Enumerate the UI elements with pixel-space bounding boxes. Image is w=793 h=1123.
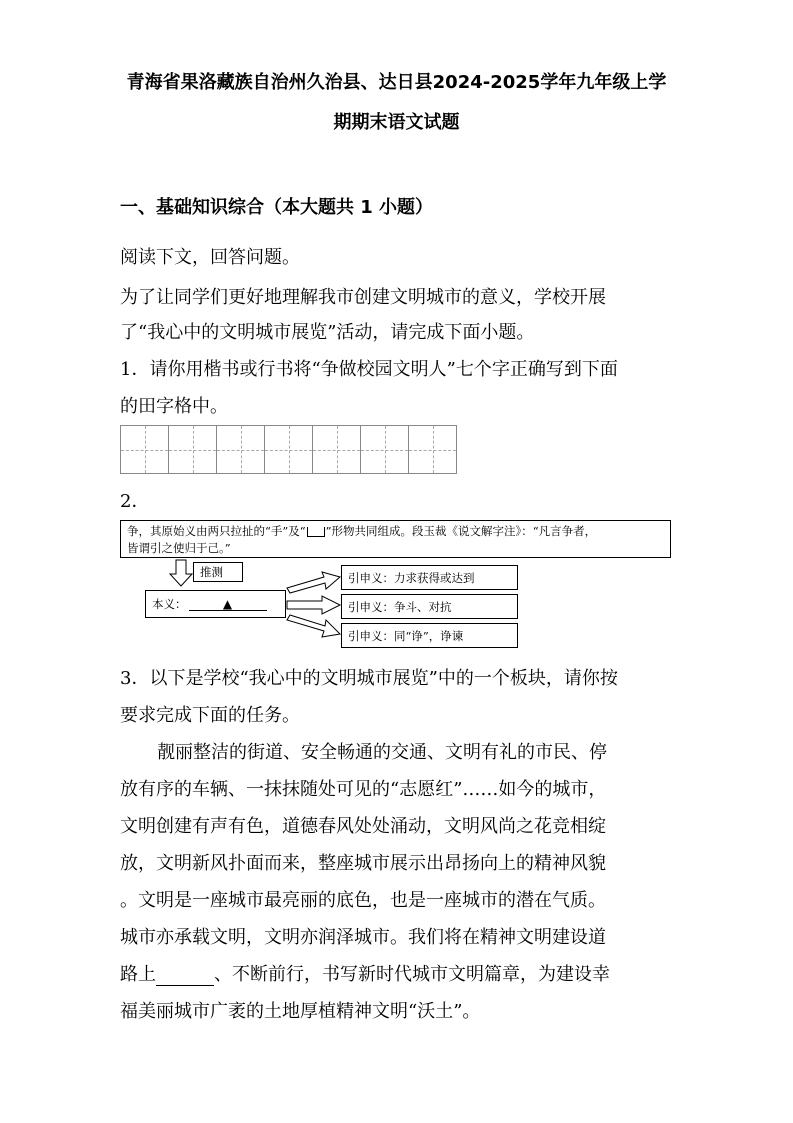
document-title-line2: 期期末语文试题 [333, 112, 460, 133]
arrow-to-extended-1 [287, 572, 340, 593]
quote-text-part1: 争，其原始义由两只拉扯的“手”及“ [127, 524, 306, 538]
question-3-line-1: 3．以下是学校“我心中的文明城市展览”中的一个板块，请你按 [120, 668, 618, 689]
extended-meaning-box-3 [341, 623, 518, 648]
base-meaning-label: 本义： [152, 597, 187, 611]
passage-line-6: 城市亦承载文明，文明亦润泽城市。我们将在精神文明建设道 [120, 927, 606, 948]
document-title-line1: 青海省果洛藏族自治州久治县、达日县2024-2025学年九年级上学 [126, 72, 667, 93]
section-heading: 一、基础知识综合（本大题共 1 小题） [120, 197, 434, 218]
base-meaning-box [145, 590, 286, 618]
intro-line-1: 阅读下文，回答问题。 [120, 247, 300, 268]
triangle-marker-icon: ▲ [222, 596, 233, 611]
infer-label-box [193, 562, 243, 582]
extended-meaning-box-1 [341, 565, 518, 590]
question-3-line-2: 要求完成下面的任务。 [120, 705, 300, 726]
question-1-line-2: 的田字格中。 [120, 396, 228, 417]
infer-label: 推测 [200, 565, 223, 579]
intro-line-2: 为了让同学们更好地理解我市创建文明城市的意义，学校开展 [120, 287, 606, 308]
base-meaning-blank[interactable] [189, 598, 267, 611]
quote-text-line2: 皆谓引之使归于己。” [127, 541, 231, 555]
down-arrow-icon [170, 560, 192, 586]
passage-line-7-end: 、不断前行，书写新时代城市文明篇章，为建设幸 [214, 964, 610, 985]
question-2-number: 2． [120, 491, 150, 512]
arrow-to-extended-3 [287, 615, 340, 637]
passage-line-8: 福美丽城市广袤的土地厚植精神文明“沃土”。 [120, 1001, 481, 1022]
extended-meaning-3: 引申义：同“诤”，诤谏 [348, 628, 464, 643]
quote-text-part2: ”形物共同组成。段玉裁《说文解字注》：“凡言争者， [325, 524, 597, 538]
question-1-line-1: 1．请你用楷书或行书将“争做校园文明人”七个字正确写到下面 [120, 359, 618, 380]
intro-line-3: 了“我心中的文明城市展览”活动，请完成下面小题。 [120, 322, 535, 343]
fill-in-blank[interactable] [156, 967, 214, 986]
passage-line-3: 文明创建有声有色，道德春风处处涌动，文明风尚之花竞相绽 [120, 816, 606, 837]
passage-line-7 [120, 960, 610, 986]
extended-meaning-box-2 [341, 594, 518, 619]
passage-line-4: 放，文明新风扑面而来，整座城市展示出昂扬向上的精神风貌 [120, 853, 606, 874]
passage-line-2: 放有序的车辆、一抹抹随处可见的“志愿红”……如今的城市， [120, 779, 607, 800]
passage-line-5: 。文明是一座城市最亮丽的底色，也是一座城市的潜在气质。 [120, 890, 606, 911]
passage-line-1: 靓丽整洁的街道、安全畅通的交通、文明有礼的市民、停 [157, 742, 607, 763]
arrow-to-extended-2 [287, 596, 340, 614]
extended-meaning-2: 引申义：争斗、对抗 [348, 599, 452, 614]
passage-line-7-start: 路上 [120, 964, 156, 985]
extended-meaning-1: 引申义：力求获得或达到 [348, 570, 475, 585]
